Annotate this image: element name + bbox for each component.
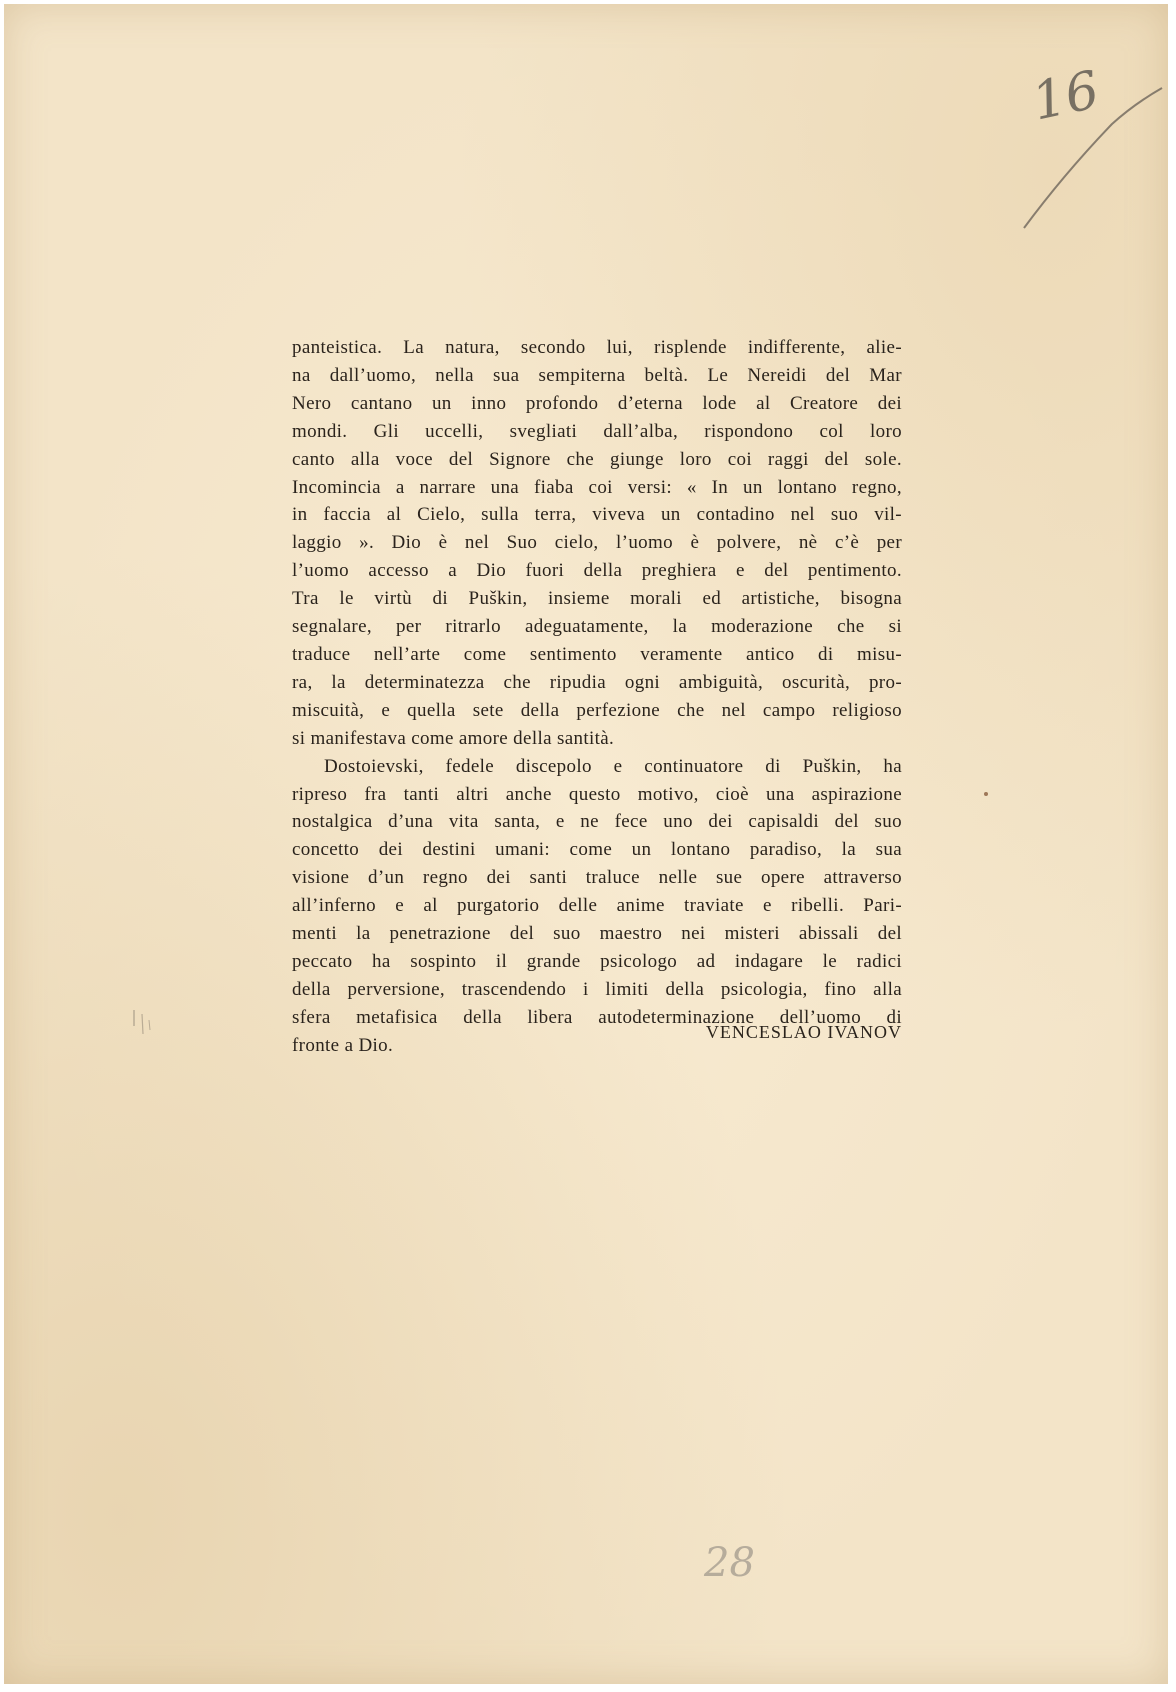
document-page (4, 4, 1168, 1684)
text-line: traduce nell’arte come sentimento veramente antico di misu- (292, 643, 902, 665)
text-line: canto alla voce del Signore che giunge loro coi raggi del sole. (292, 448, 902, 470)
text-line: fronte a Dio. (292, 1034, 394, 1056)
article-body (292, 334, 902, 1060)
diagonal-pencil-stroke (1024, 88, 1162, 228)
text-line: ripreso fra tanti altri anche questo motivo, cioè una aspirazione (292, 783, 902, 805)
text-line: visione d’un regno dei santi traluce nelle sue opere attraverso (292, 867, 902, 889)
archive-number-annotation: 16 (1027, 60, 1105, 133)
paragraph-1 (292, 334, 902, 753)
left-margin-specks (134, 1010, 150, 1034)
page-number-annotation: 28 (704, 1540, 755, 1586)
text-line: Dostoievski, fedele discepolo e continuatore di Puškin, ha (324, 755, 902, 777)
text-line: Tra le virtù di Puškin, insieme morali ed artistiche, bisogna (292, 588, 902, 610)
text-line: peccato ha sospinto il grande psicologo ad indagare le radici (292, 950, 902, 972)
text-line: della perversione, trascendendo i limiti della psicologia, fino alla (292, 978, 902, 1000)
text-line: all’inferno e al purgatorio delle anime traviate e ribelli. Pari- (292, 895, 902, 917)
text-line: nostalgica d’una vita santa, e ne fece uno dei capisaldi del suo (292, 811, 902, 833)
text-line: si manifestava come amore della santità. (292, 727, 615, 749)
text-line: ra, la determinatezza che ripudia ogni ambiguità, oscurità, pro- (292, 671, 902, 693)
text-line: na dall’uomo, nella sua sempiterna beltà. Le Nereidi del Mar (292, 364, 902, 386)
text-line: Nero cantano un inno profondo d’eterna lode al Creatore dei (292, 392, 902, 414)
text-line: in faccia al Cielo, sulla terra, viveva un contadino nel suo vil- (292, 504, 902, 526)
paragraph-2 (292, 753, 902, 1060)
author-signature: VENCESLAO IVANOV (705, 1022, 902, 1042)
text-line: menti la penetrazione del suo maestro nei misteri abissali del (292, 923, 902, 945)
text-line: mondi. Gli uccelli, svegliati dall’alba, rispondono col loro (292, 420, 902, 442)
text-line: panteistica. La natura, secondo lui, risplende indifferente, alie- (292, 337, 902, 358)
text-line: Incomincia a narrare una fiaba coi versi: « In un lontano regno, (292, 476, 902, 498)
text-line: laggio ». Dio è nel Suo cielo, l’uomo è polvere, nè c’è per (292, 532, 902, 554)
text-line: segnalare, per ritrarlo adeguatamente, la moderazione che si (292, 616, 902, 638)
ink-dot (984, 792, 988, 796)
text-line: concetto dei destini umani: come un lontano paradiso, la sua (292, 839, 902, 861)
text-line: miscuità, e quella sete della perfezione che nel campo religioso (292, 699, 902, 721)
text-line: sfera metafisica della libera autodeterminazione dell’uomo di (292, 1006, 902, 1028)
text-line: l’uomo accesso a Dio fuori della preghiera e del pentimento. (292, 560, 902, 582)
